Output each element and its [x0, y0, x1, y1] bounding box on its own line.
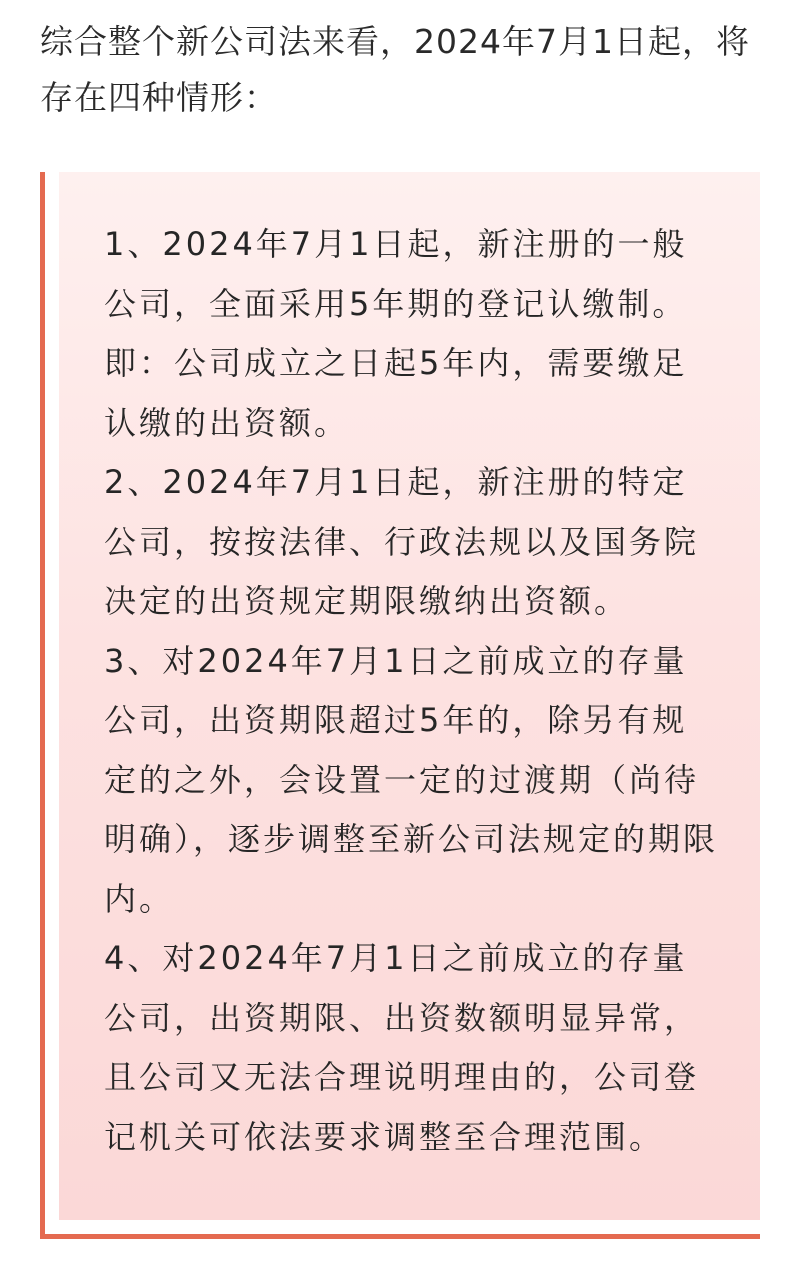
list-item: 2、2024年7月1日起，新注册的特定公司，按按法律、行政法规以及国务院决定的出资规定期限缴纳出资额。: [104, 463, 700, 620]
intro-paragraph: 综合整个新公司法来看，2024年7月1日起，将存在四种情形：: [40, 22, 750, 117]
situations-list: [104, 215, 720, 1167]
list-item: 4、对2024年7月1日之前成立的存量公司，出资期限、出资数额明显异常，且公司又无法合理说明理由的，公司登记机关可依法要求调整至合理范围。: [104, 939, 700, 1156]
list-item: 3、对2024年7月1日之前成立的存量公司，出资期限超过5年的，除另有规定的之外，会设置一定的过渡期（尚待明确），逐步调整至新公司法规定的期限内。: [104, 641, 719, 918]
list-item: 1、2024年7月1日起，新注册的一般公司，全面采用5年期的登记认缴制。即：公司成立之日起5年内，需要缴足认缴的出资额。: [104, 225, 688, 442]
